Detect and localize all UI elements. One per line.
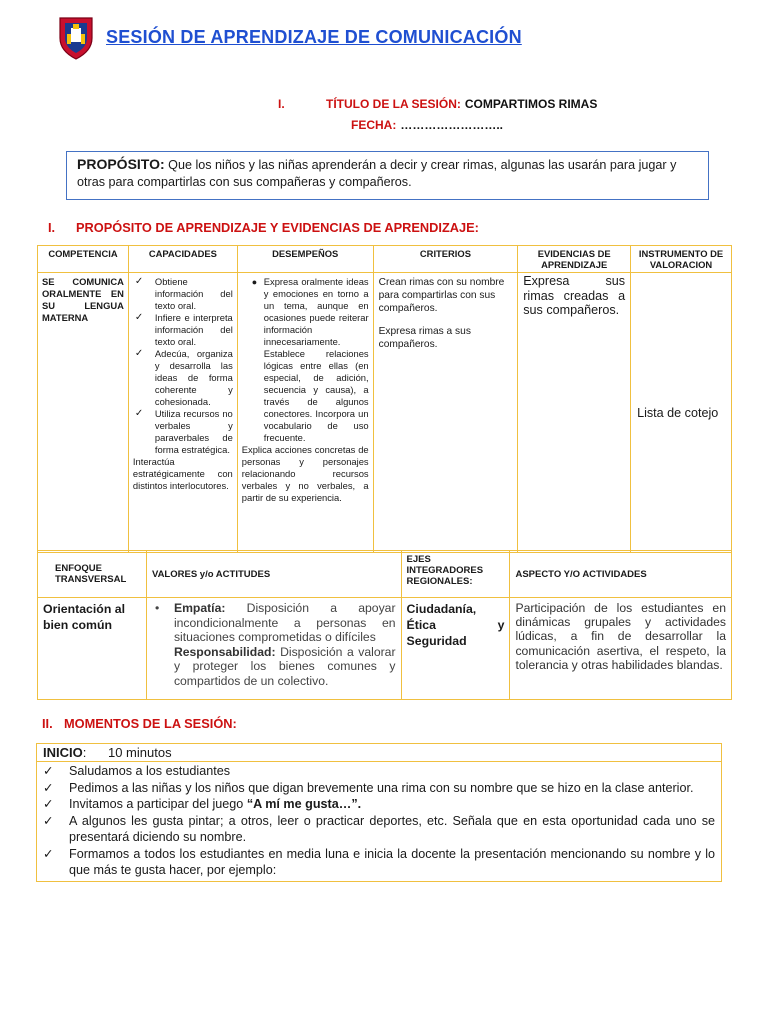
purpose-text: Que los niños y las niñas aprenderán a decir y crear rimas, algunas las usarán para jugar y otras para compartirlas con sus compañeras y compañeros. xyxy=(77,158,677,189)
inicio-duration: 10 minutos xyxy=(107,745,172,760)
criterios-cell xyxy=(373,273,518,553)
purpose-label: PROPÓSITO: xyxy=(77,156,165,172)
date-label: FECHA: xyxy=(351,118,397,132)
inicio-item: ✓ A algunos les gusta pintar; a otros, leer o practicar deportes, etc. Señala que en esta oportunidad cada uno se presentará diciendo su nombre. xyxy=(43,813,715,844)
section-heading-number: I. xyxy=(48,220,56,235)
purpose-box xyxy=(66,151,709,200)
checkmark-icon: ✓ xyxy=(43,764,54,778)
capacidad-item: ✓ Utiliza recursos no verbales y paraverbales de forma estratégica. xyxy=(134,408,233,455)
inicio-label: INICIO xyxy=(43,745,83,760)
school-crest-logo xyxy=(56,14,96,60)
header-aspecto: ASPECTO Y/O ACTIVIDADES xyxy=(510,551,732,598)
date-value: …………………….. xyxy=(400,118,503,132)
values-table xyxy=(37,550,732,700)
session-title-line xyxy=(278,97,597,111)
inicio-box xyxy=(36,743,722,882)
header-competencia: COMPETENCIA xyxy=(38,246,129,273)
competencia-cell: SE COMUNICA ORALMENTE EN SU LENGUA MATERNA xyxy=(38,273,129,553)
section-number: I. xyxy=(278,97,285,111)
valor-item: Responsabilidad: Disposición a valorar y proteger los bienes comunes y compartidos de un colectivo. xyxy=(173,644,396,688)
capacidad-item: ✓ Infiere e interpreta información del texto oral. xyxy=(134,312,233,347)
capacidad-item: ✓ Adecúa, organiza y desarrolla las ideas de forma coherente y cohesionada. xyxy=(134,348,233,407)
desempeno-extra: Explica acciones concretas de personas y personajes relacionando recursos verbales y no verbales, a partir de su experiencia. xyxy=(241,444,369,503)
date-line xyxy=(351,118,503,132)
criterio-item: Crean rimas con su nombre para compartirlas con sus compañeros. xyxy=(378,277,505,314)
learning-table xyxy=(37,245,732,553)
capacidades-cell xyxy=(128,273,237,553)
valores-cell xyxy=(146,598,401,700)
checkmark-icon: ✓ xyxy=(43,797,54,811)
section-heading-number: II. xyxy=(42,716,53,731)
header-instrumento: INSTRUMENTO DE VALORACION xyxy=(631,246,732,273)
inicio-item: ✓ Formamos a todos los estudiantes en media luna e inicia la docente la presentación mencionando su nombre y lo que más te gusta hacer, por ejemplo: xyxy=(43,846,715,877)
enfoque-cell: Orientación al bien común xyxy=(38,598,147,700)
bullet-icon: ● xyxy=(251,277,258,287)
evidencias-cell: Expresa sus rimas creadas a sus compañeros. xyxy=(518,273,631,553)
section-heading-learning xyxy=(48,220,479,235)
inicio-item: ✓ Pedimos a las niñas y los niños que digan brevemente una rima con su nombre que se hizo en la clase anterior. xyxy=(43,780,694,795)
header-valores: VALORES y/o ACTITUDES xyxy=(146,551,401,598)
checkmark-icon: ✓ xyxy=(134,408,144,419)
section-heading-text: PROPÓSITO DE APRENDIZAJE Y EVIDENCIAS DE APRENDIZAJE: xyxy=(76,220,479,235)
session-title-label: TÍTULO DE LA SESIÓN: xyxy=(326,97,461,111)
instrumento-cell: Lista de cotejo xyxy=(631,273,732,553)
checkmark-icon: ✓ xyxy=(134,312,144,323)
checkmark-icon: ✓ xyxy=(134,276,144,287)
header-enfoque: ENFOQUE TRANSVERSAL xyxy=(38,551,147,598)
aspecto-cell: Participación de los estudiantes en dinámicas grupales y actividades lúdicas, a fin de desarrollar la comunicación asertiva, el respeto, la tolerancia y otras habilidades blandas. xyxy=(510,598,732,700)
header-ejes: EJES INTEGRADORES REGIONALES: xyxy=(401,551,510,598)
header-criterios: CRITERIOS xyxy=(373,246,518,273)
section-heading-text: MOMENTOS DE LA SESIÓN: xyxy=(64,716,237,731)
desempeno-main: ● Expresa oralmente ideas y emociones en torno a un tema, aunque en ocasiones puede reiterar información innecesariamente. Establece relaciones lógicas entre ellas (en especial, de adición, secuencia y causa), a través de algunos conectores. Incorpora un vocabulario de uso frecuente. xyxy=(251,276,369,443)
header-evidencias: EVIDENCIAS DE APRENDIZAJE xyxy=(518,246,631,273)
inicio-item: ✓ Invitamos a participar del juego “A mí me gusta…”. xyxy=(43,797,362,811)
inicio-item: ✓ Saludamos a los estudiantes xyxy=(43,764,231,778)
header-desempenos: DESEMPEÑOS xyxy=(237,246,373,273)
session-title-value: COMPARTIMOS RIMAS xyxy=(464,97,598,111)
checkmark-icon: ✓ xyxy=(43,846,54,861)
ejes-cell: Ciudadanía, Ética y Seguridad xyxy=(401,598,510,700)
page-title: SESIÓN DE APRENDIZAJE DE COMUNICACIÓN xyxy=(106,27,522,47)
checkmark-icon: ✓ xyxy=(43,780,54,795)
inicio-header: INICIO: 10 minutos xyxy=(37,744,721,762)
valor-item: • Empatía: Disposición a apoyar incondicionalmente a personas en situaciones comprometidas o difíciles xyxy=(154,601,396,644)
capacidad-extra: Interactúa estratégicamente con distintos interlocutores. xyxy=(132,456,233,491)
checkmark-icon: ✓ xyxy=(43,813,54,828)
section-heading-moments xyxy=(42,716,237,731)
header-capacidades: CAPACIDADES xyxy=(128,246,237,273)
criterio-item: Expresa rimas a sus compañeros. xyxy=(378,326,471,350)
checkmark-icon: ✓ xyxy=(134,348,144,359)
capacidad-item: ✓ Obtiene información del texto oral. xyxy=(134,276,233,311)
bullet-icon: • xyxy=(154,601,160,615)
desempenos-cell xyxy=(237,273,373,553)
